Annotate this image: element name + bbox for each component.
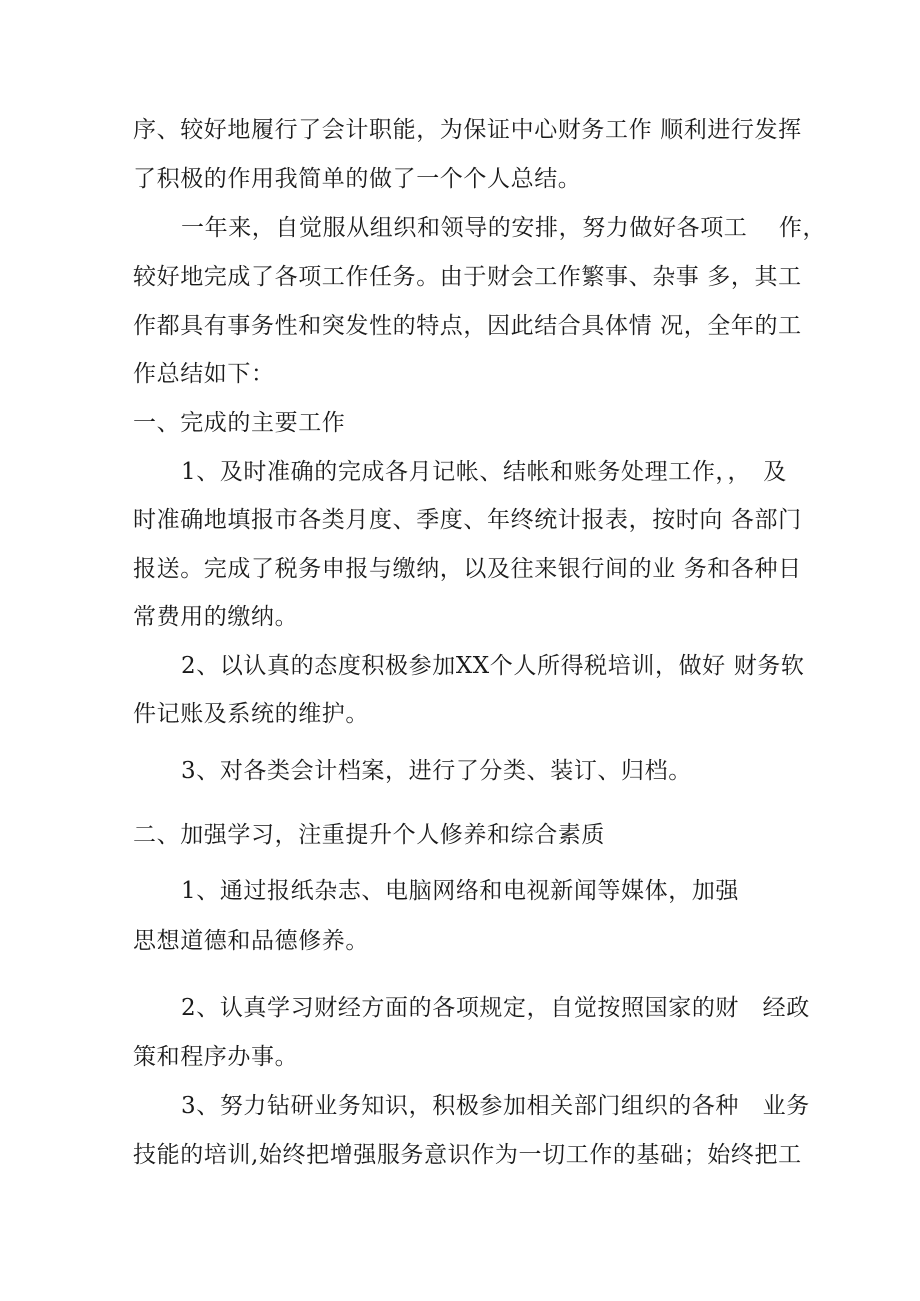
paragraph-line: 序、较好地履行了会计职能，为保证中心财务工作 顺利进行发挥 (133, 117, 802, 143)
paragraph-line: 1、通过报纸杂志、电脑网络和电视新闻等媒体，加强 (181, 878, 740, 904)
paragraph-line: 策和程序办事。 (133, 1044, 299, 1070)
paragraph-line: 作都具有事务性和突发性的特点，因此结合具体情 况，全年的工 (133, 313, 802, 339)
paragraph-line: 2、以认真的态度积极参加XX个人所得税培训，做好 财务软 (181, 653, 805, 679)
paragraph-line: 思想道德和品德修养。 (133, 928, 369, 954)
paragraph-line: 作总结如下： (133, 361, 275, 387)
paragraph-line: 3、对各类会计档案，进行了分类、装订、归档。 (181, 758, 692, 784)
paragraph-line: 时准确地填报市各类月度、季度、年终统计报表，按时向 各部门 (133, 507, 802, 533)
paragraph-line: 3、努力钻研业务知识，积极参加相关部门组织的各种 业务 (181, 1093, 810, 1119)
paragraph-line: 常费用的缴纳。 (133, 604, 299, 630)
paragraph-line: 2、认真学习财经方面的各项规定，自觉按照国家的财 经政 (181, 995, 810, 1021)
paragraph-line: 较好地完成了各项工作任务。由于财会工作繁事、杂事 多，其工 (133, 264, 802, 290)
paragraph-line: 技能的培训,始终把增强服务意识作为一切工作的基础；始终把工 (133, 1142, 802, 1168)
paragraph-line: 了积极的作用我简单的做了一个个人总结。 (133, 166, 582, 192)
paragraph-line: 1、及时准确的完成各月记帐、结帐和账务处理工作，， 及 (181, 459, 787, 485)
section-heading: 一、完成的主要工作 (133, 410, 346, 436)
paragraph-line: 件记账及系统的维护。 (133, 701, 369, 727)
paragraph-line: 报送。完成了税务申报与缴纳，以及往来银行间的业 务和各种日 (133, 556, 802, 582)
section-heading: 二、加强学习，注重提升个人修养和综合素质 (133, 822, 605, 848)
paragraph-line: 一年来，自觉服从组织和领导的安排，努力做好各项工 作， (181, 215, 827, 241)
